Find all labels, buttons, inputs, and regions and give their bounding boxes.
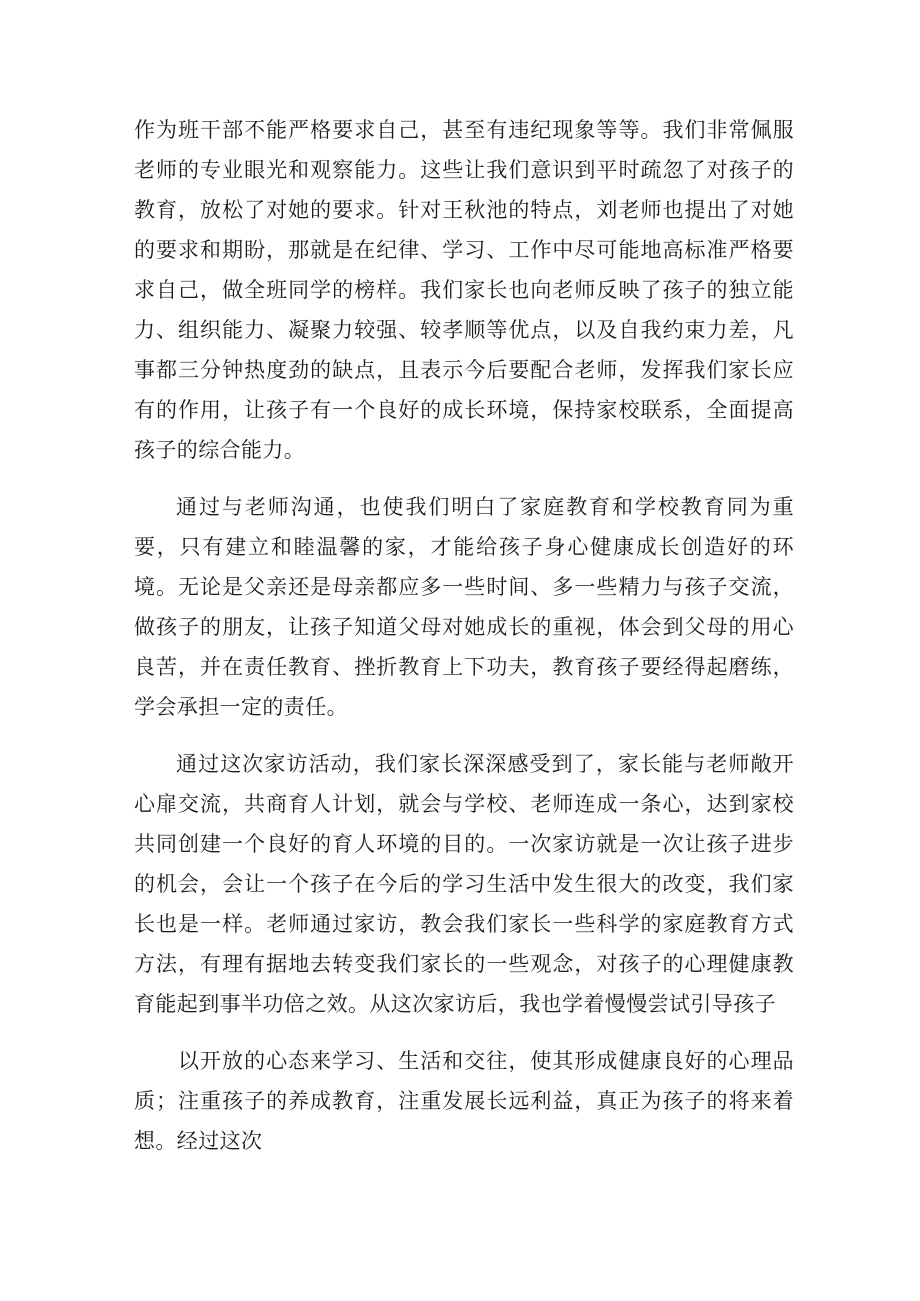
paragraph-2: 通过与老师沟通，也使我们明白了家庭教育和学校教育同为重要，只有建立和睦温馨的家，才能给孩子身心健康成长创造好的环境。无论是父亲还是母亲都应多一些时间、多一些精力与孩子交流，做孩子的朋友，让孩子知道父母对她成长的重视，体会到父母的用心良苦，并在责任教育、挫折教育上下功夫，教育孩子要经得起磨练，学会承担一定的责任。: [134, 495, 794, 719]
paragraph-3: 通过这次家访活动，我们家长深深感受到了，家长能与老师敞开心扉交流，共商育人计划，就会与学校、老师连成一条心，达到家校共同创建一个良好的育人环境的目的。一次家访就是一次让孩子进步的机会，会让一个孩子在今后的学习生活中发生很大的改变，我们家长也是一样。老师通过家访，教会我们家长一些科学的家庭教育方式方法，有理有据地去转变我们家长的一些观念，对孩子的心理健康教育能起到事半功倍之效。从这次家访后，我也学着慢慢尝试引导孩子: [134, 752, 794, 1016]
paragraph-1: 作为班干部不能严格要求自己，甚至有违纪现象等等。我们非常佩服老师的专业眼光和观察能力。这些让我们意识到平时疏忽了对孩子的教育，放松了对她的要求。针对王秋池的特点，刘老师也提出了对她的要求和期盼，那就是在纪律、学习、工作中尽可能地高标准严格要求自己，做全班同学的榜样。我们家长也向老师反映了孩子的独立能力、组织能力、凝聚力较强、较孝顺等优点，以及自我约束力差，凡事都三分钟热度劲的缺点，且表示今后要配合老师，发挥我们家长应有的作用，让孩子有一个良好的成长环境，保持家校联系，全面提高孩子的综合能力。: [134, 118, 794, 462]
paragraph-4: 以开放的心态来学习、生活和交往，使其形成健康良好的心理品质；注重孩子的养成教育，注重发展长远利益，真正为孩子的将来着想。经过这次: [134, 1049, 794, 1153]
document-body: [134, 110, 794, 1178]
